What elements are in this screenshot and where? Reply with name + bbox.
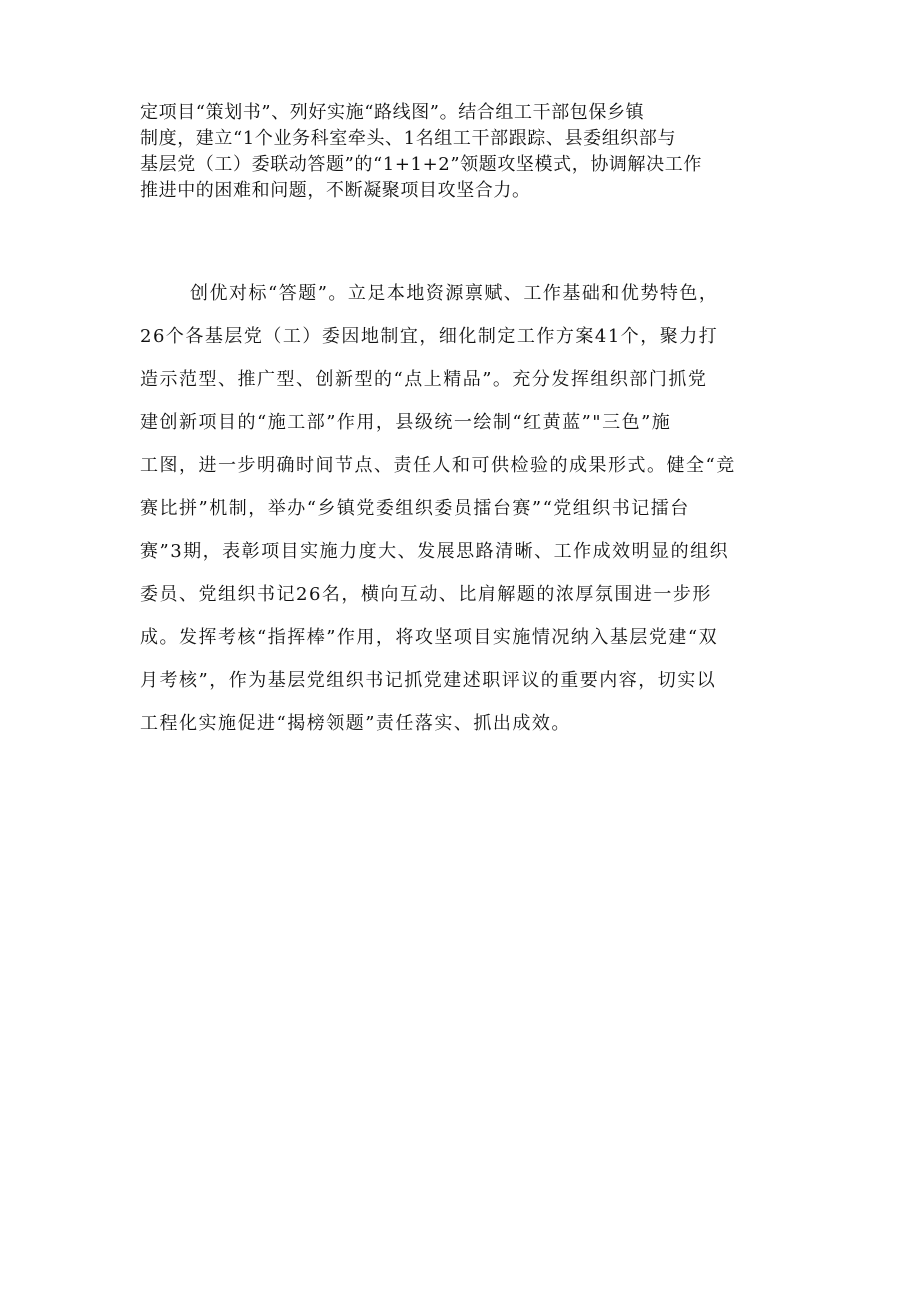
paragraph-1-line: 定项目“策划书”、列好实施“路线图”。结合组工干部包保乡镇 <box>140 102 645 123</box>
paragraph-2-line: 委员、党组织书记26名，横向互动、比肩解题的浓厚氛围进一步形 <box>140 584 712 605</box>
paragraph-2-line: 26个各基层党（工）委因地制宜，细化制定工作方案41个，聚力打 <box>140 326 719 347</box>
paragraph-2-line: 造示范型、推广型、创新型的“点上精品”。充分发挥组织部门抓党 <box>140 369 708 390</box>
paragraph-1-line: 推进中的困难和问题，不断凝聚项目攻坚合力。 <box>140 180 531 201</box>
paragraph-2-line: 创优对标“答题”。立足本地资源禀赋、工作基础和优势特色， <box>190 283 719 304</box>
paragraph-2-line: 工图，进一步明确时间节点、责任人和可供检验的成果形式。健全“竞 <box>140 455 736 476</box>
paragraph-1-line: 基层党（工）委联动答题”的“1+1+2”领题攻坚模式，协调解决工作 <box>140 154 702 175</box>
paragraph-1 <box>140 100 790 204</box>
paragraph-2-line: 成。发挥考核“指挥棒”作用，将攻坚项目实施情况纳入基层党建“双 <box>140 627 719 648</box>
paragraph-2-line: 工程化实施促进“揭榜领题”责任落实、抓出成效。 <box>140 713 571 734</box>
paragraph-2 <box>140 272 790 745</box>
paragraph-2-line: 赛比拼”机制，举办“乡镇党委组织委员擂台赛”“党组织书记擂台 <box>140 498 690 519</box>
paragraph-2-line: 月考核”，作为基层党组织书记抓党建述职评议的重要内容，切实以 <box>140 670 717 691</box>
paragraph-2-line: 赛”3期，表彰项目实施力度大、发展思路清晰、工作成效明显的组织 <box>140 541 730 562</box>
paragraph-2-line: 建创新项目的“施工部”作用，县级统一绘制“红黄蓝”"三色”施 <box>140 412 672 433</box>
paragraph-1-line: 制度，建立“1个业务科室牵头、1名组工干部跟踪、县委组织部与 <box>140 128 677 149</box>
